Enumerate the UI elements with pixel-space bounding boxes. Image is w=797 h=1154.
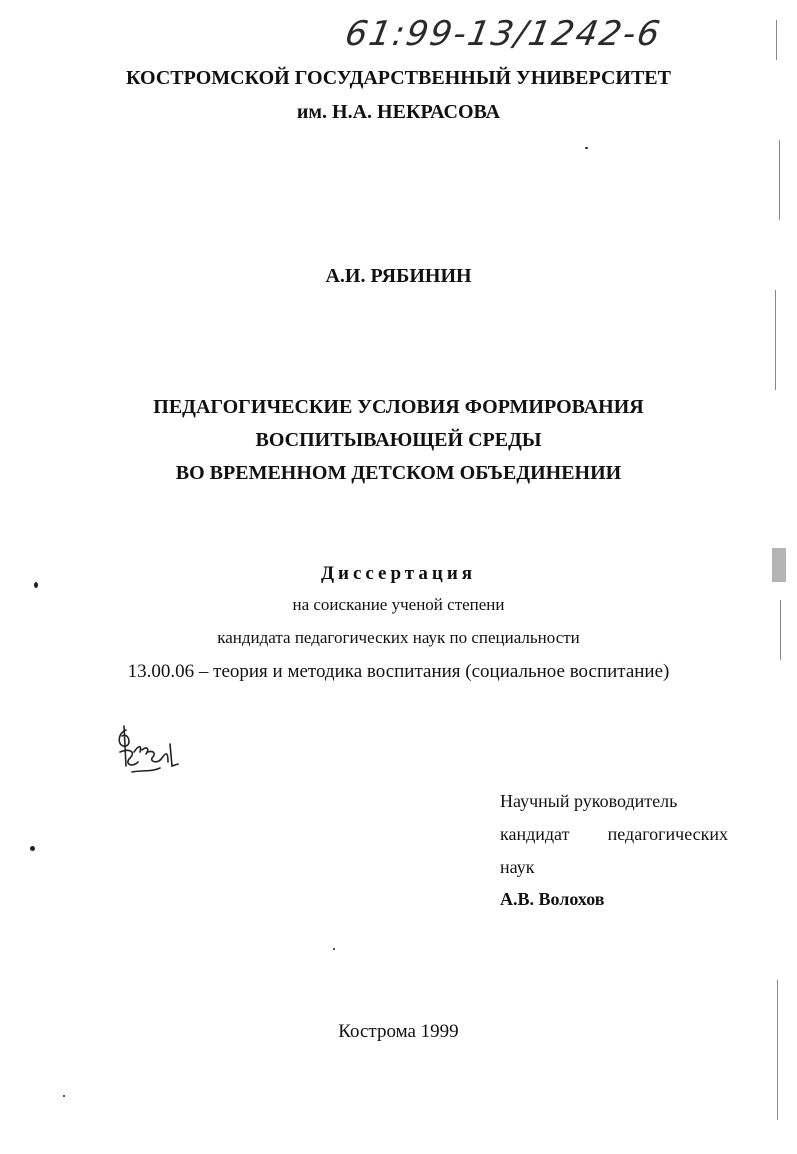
scan-edge-noise — [770, 0, 790, 1154]
supervisor-degree-word-3: наук — [500, 857, 535, 877]
supervisor-degree-word-2: педагогических — [607, 824, 728, 844]
degree-line-1: на соискание ученой степени — [292, 595, 505, 614]
scan-speck — [585, 147, 588, 149]
scan-speck — [30, 846, 35, 851]
supervisor-degree-word-1: кандидат — [500, 824, 570, 844]
university-name: КОСТРОМСКОЙ ГОСУДАРСТВЕННЫЙ УНИВЕРСИТЕТ — [126, 67, 671, 89]
scan-speck — [63, 1095, 65, 1097]
archive-number-handwritten: 61:99-13/1242-6 — [342, 14, 665, 54]
university-named-after: им. Н.А. НЕКРАСОВА — [296, 101, 501, 123]
work-type: Диссертация — [320, 563, 477, 584]
scan-speck — [34, 582, 38, 588]
scan-speck — [333, 948, 335, 950]
title-line-1: ПЕДАГОГИЧЕСКИЕ УСЛОВИЯ ФОРМИРОВАНИЯ — [153, 396, 644, 418]
supervisor-degree-line — [500, 824, 728, 845]
degree-line-3: 13.00.06 – теория и методика воспитания (социальное воспитание) — [127, 661, 670, 682]
author-name: А.И. РЯБИНИН — [325, 265, 472, 287]
title-line-3: ВО ВРЕМЕННОМ ДЕТСКОМ ОБЪЕДИНЕНИИ — [175, 462, 622, 484]
signature-mark — [112, 722, 192, 782]
title-line-2: ВОСПИТЫВАЮЩЕЙ СРЕДЫ — [255, 429, 542, 451]
supervisor-role: Научный руководитель — [500, 791, 678, 811]
city-year: Кострома 1999 — [338, 1021, 459, 1042]
degree-line-2: кандидата педагогических наук по специальности — [217, 628, 580, 647]
supervisor-name: А.В. Волохов — [500, 889, 605, 909]
